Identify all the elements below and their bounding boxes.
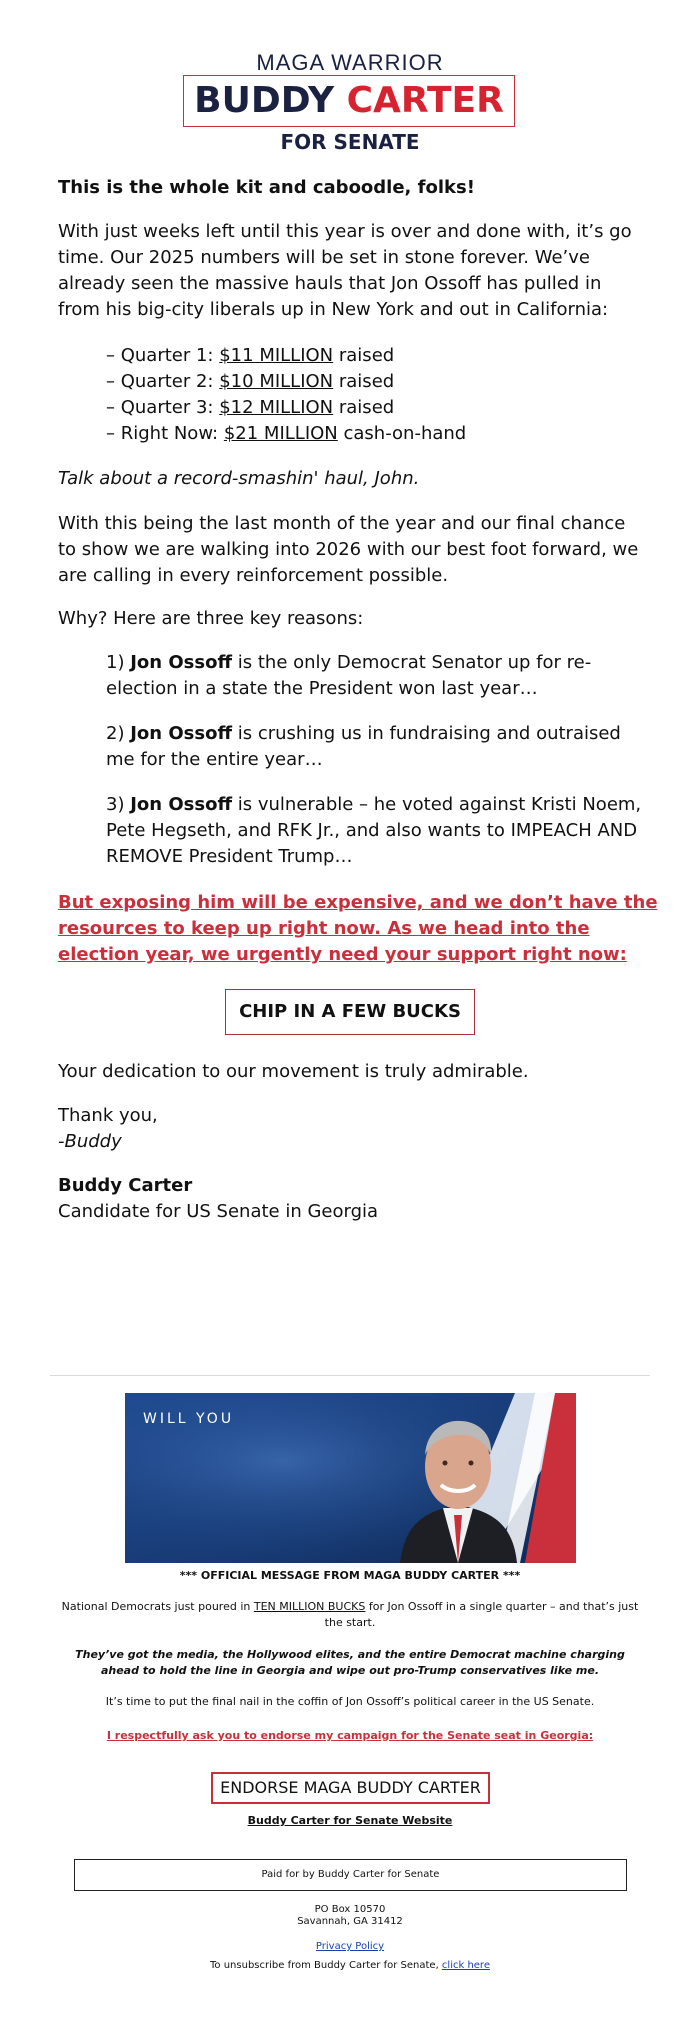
endorse-button[interactable]: ENDORSE MAGA BUDDY CARTER (211, 1772, 490, 1804)
dems-paragraph: National Democrats just poured in TEN MILLION BUCKS for Jon Ossoff in a single quarter – and that’s just the start. (61, 1600, 639, 1629)
list-item: – Quarter 3: $12 MILLION raised (106, 397, 395, 418)
unsubscribe-link[interactable]: click here (441, 1960, 490, 1971)
logo-name-box (183, 75, 515, 127)
list-item: – Quarter 2: $10 MILLION raised (106, 371, 395, 392)
banner-text: WILL YOU (143, 1411, 235, 1427)
list-item: – Right Now: $21 MILLION cash-on-hand (106, 423, 467, 444)
headline: This is the whole kit and caboodle, folks! (58, 177, 475, 198)
website-link[interactable]: Buddy Carter for Senate Website (247, 1814, 453, 1827)
official-message: *** OFFICIAL MESSAGE FROM MAGA BUDDY CARTER *** (179, 1569, 521, 1582)
signature: -Buddy (58, 1131, 122, 1152)
chip-in-button[interactable]: CHIP IN A FEW BUCKS (225, 989, 475, 1035)
amount-link[interactable]: $21 MILLION (223, 423, 338, 444)
logo-subline: FOR SENATE (280, 130, 420, 154)
paid-for-box: Paid for by Buddy Carter for Senate (74, 1859, 627, 1891)
thanks-line: Thank you, (58, 1105, 158, 1126)
italic-remark: Talk about a record-smashin' haul, John. (58, 468, 420, 489)
city-line: Savannah, GA 31412 (297, 1916, 403, 1927)
reason-1: 1) Jon Ossoff is the only Democrat Senator up for re-election in a state the President won last year… (106, 652, 592, 699)
logo-last-name: CARTER (346, 80, 504, 121)
unsubscribe-line: To unsubscribe from Buddy Carter for Senate, click here (210, 1960, 490, 1971)
last-month-paragraph: With this being the last month of the year and our final chance to show we are walking into 2026 with our best foot forward, we are calling in every reinforcement possible. (58, 513, 639, 586)
dedication-line: Your dedication to our movement is truly admirable. (58, 1061, 529, 1082)
quarter-list (106, 343, 646, 447)
donate-cta-link[interactable]: But exposing him will be expensive, and we don’t have the resources to keep up right now. As we head into the election year, we urgently need your support right now: (58, 892, 658, 965)
intro-paragraph: With just weeks left until this year is over and done with, it’s go time. Our 2025 numbers will be set in stone forever. We’ve already seen the massive hauls that Jon Ossoff has pulled in from his big-city liberals up in New York and out in California: (58, 221, 632, 320)
why-line: Why? Here are three key reasons: (58, 608, 364, 629)
list-item: – Quarter 1: $11 MILLION raised (106, 345, 395, 366)
reason-2: 2) Jon Ossoff is crushing us in fundraising and outraised me for the entire year… (106, 723, 621, 770)
logo-tagline: MAGA WARRIOR (256, 50, 444, 75)
candidate-banner-image[interactable] (125, 1393, 576, 1563)
privacy-policy-link[interactable]: Privacy Policy (315, 1941, 385, 1952)
endorse-ask-link[interactable]: I respectfully ask you to endorse my campaign for the Senate seat in Georgia: (106, 1729, 594, 1742)
footer-divider (50, 1375, 650, 1376)
media-paragraph: They’ve got the media, the Hollywood elites, and the entire Democrat machine charging ahead to hold the line in Georgia and wipe out pro-Trump conservatives like me. (75, 1648, 625, 1677)
amount-link[interactable]: $11 MILLION (219, 345, 334, 366)
po-box: PO Box 10570 (314, 1904, 386, 1915)
logo-first-name: BUDDY (194, 80, 335, 121)
signature-title: Candidate for US Senate in Georgia (58, 1201, 379, 1222)
amount-link[interactable]: $12 MILLION (219, 397, 334, 418)
final-nail-paragraph: It’s time to put the final nail in the coffin of Jon Ossoff’s political career in the US Senate. (105, 1695, 595, 1708)
signature-name: Buddy Carter (58, 1175, 193, 1196)
amount-link[interactable]: $10 MILLION (219, 371, 334, 392)
ten-million-link[interactable]: TEN MILLION BUCKS (253, 1600, 366, 1613)
reason-3: 3) Jon Ossoff is vulnerable – he voted against Kristi Noem, Pete Hegseth, and RFK Jr., and also wants to IMPEACH AND REMOVE President Trump… (106, 794, 642, 867)
